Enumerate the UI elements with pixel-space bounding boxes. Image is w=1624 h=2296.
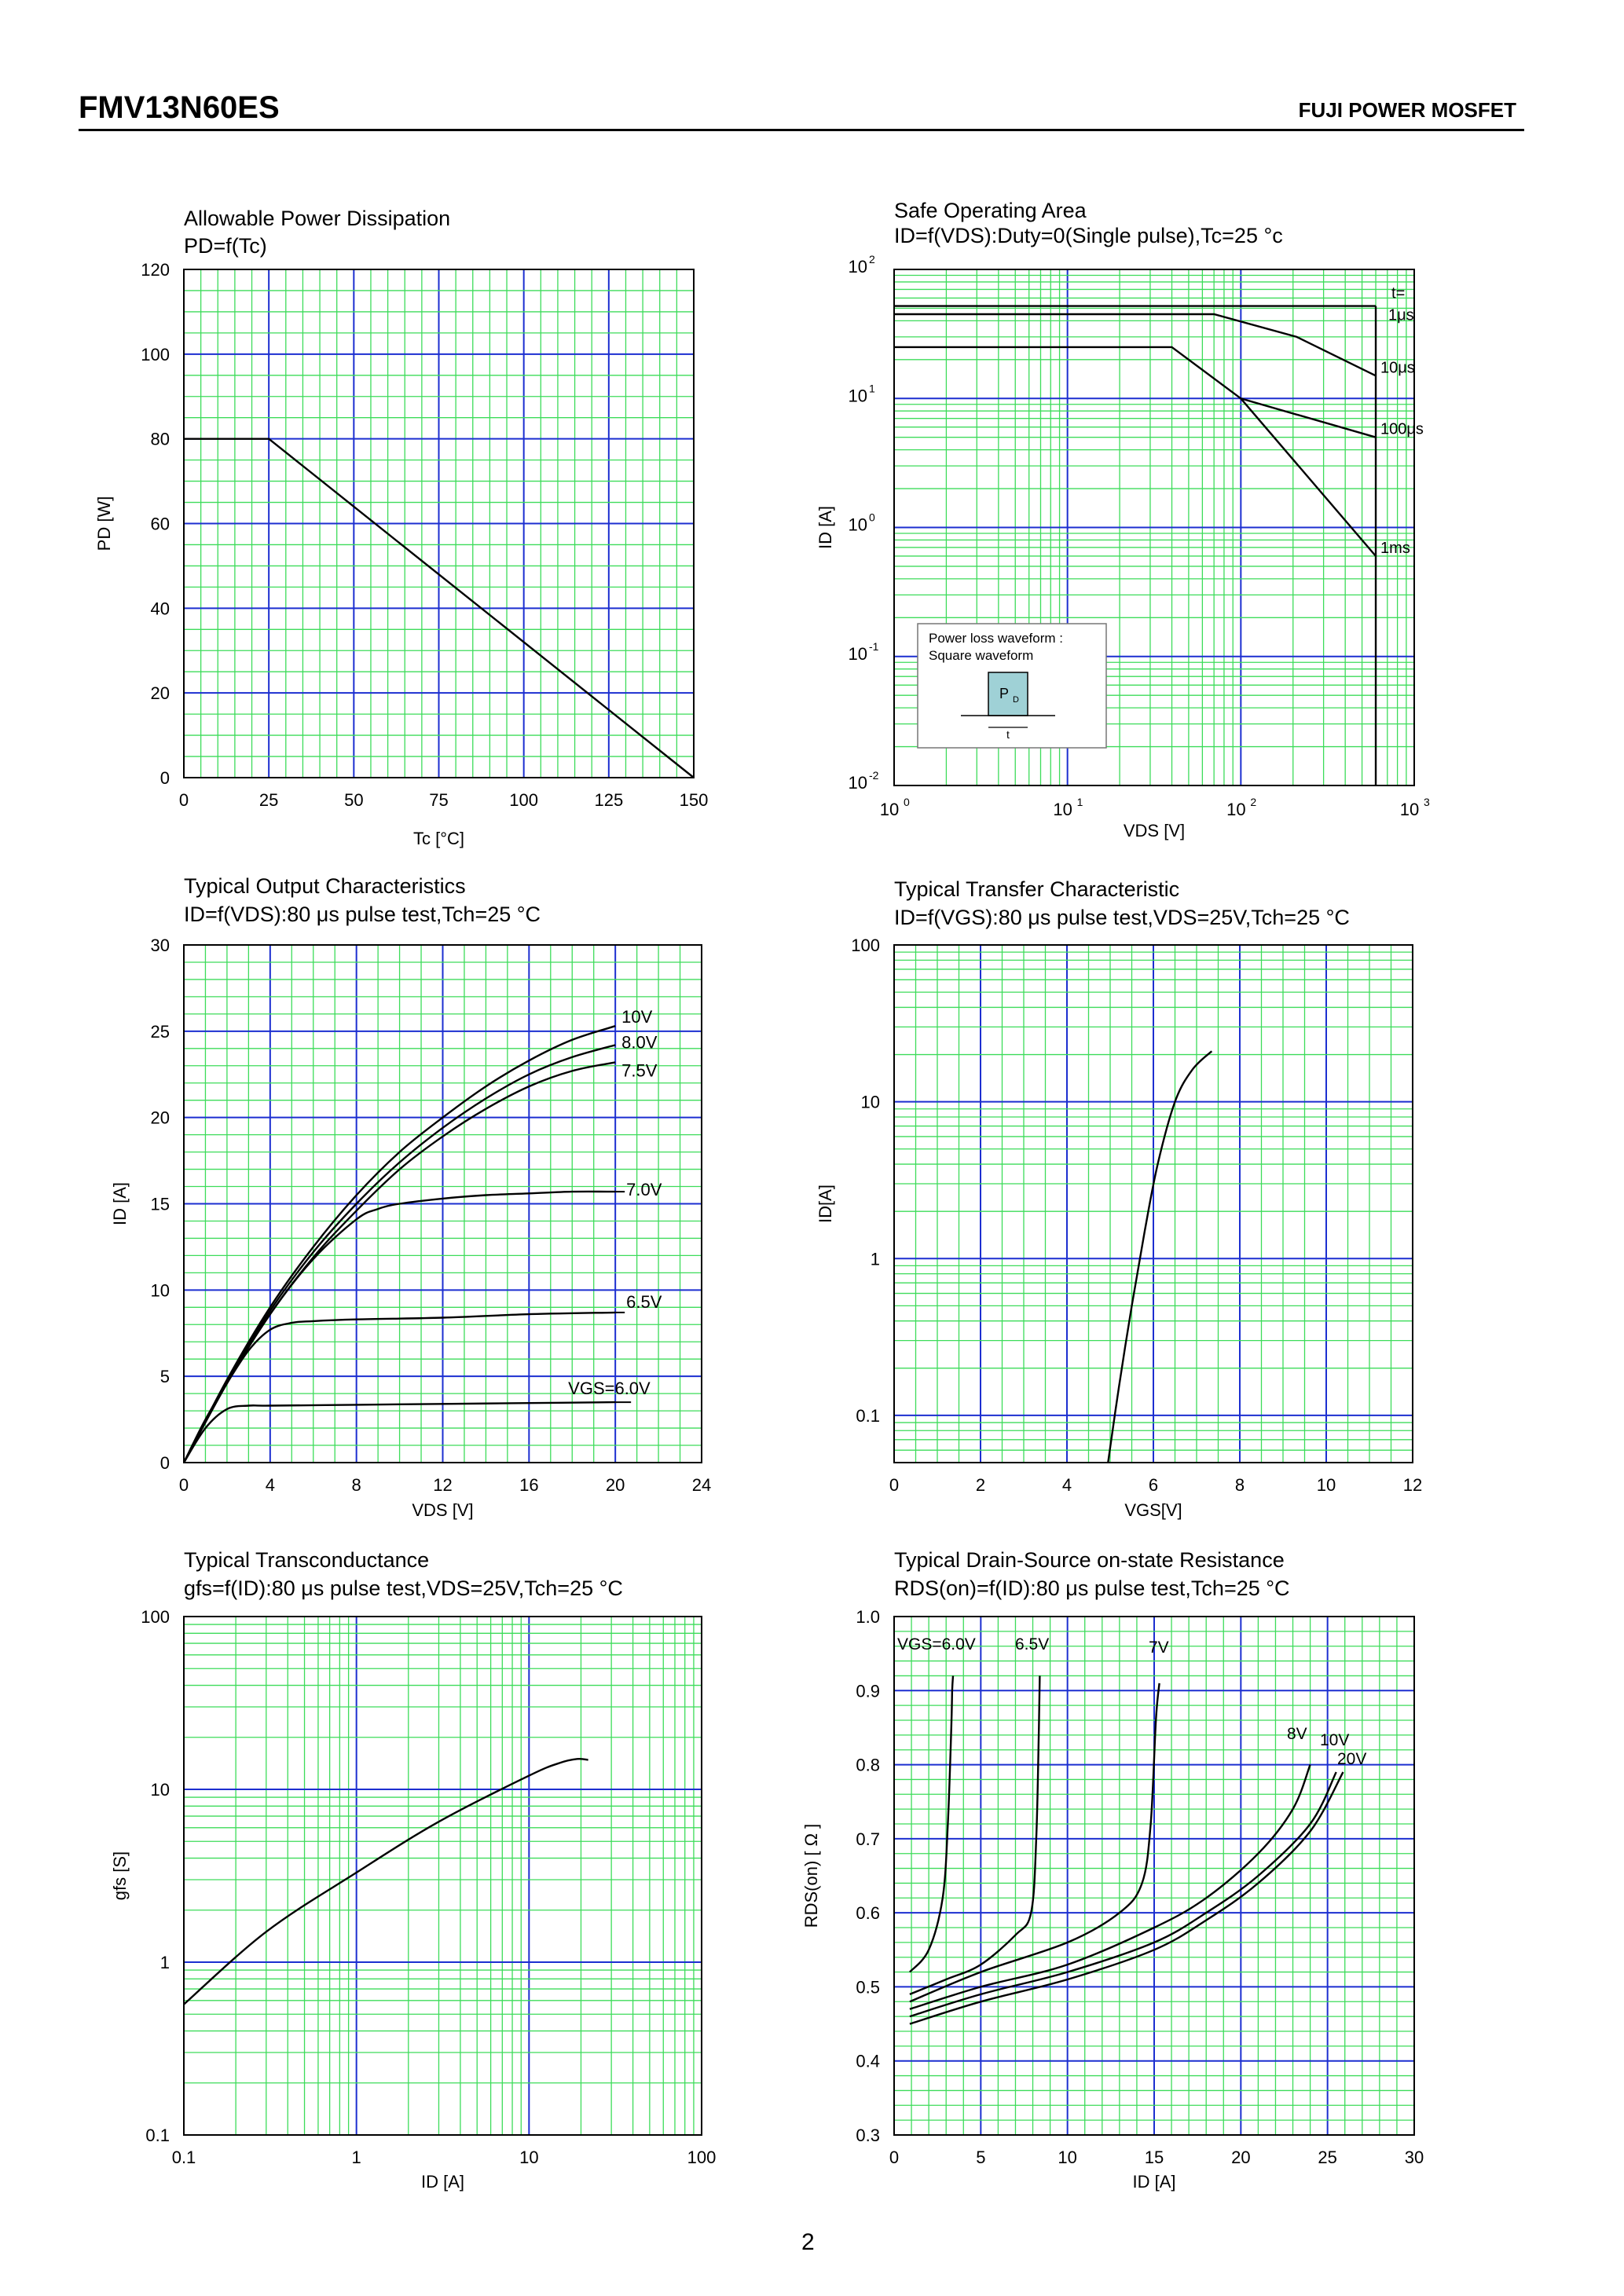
x-tick-label: 1 [351, 2148, 361, 2167]
series-label: 8V [1287, 1725, 1307, 1743]
x-tick-label: 0 [889, 1475, 900, 1495]
y-tick-label: 0 [159, 1453, 170, 1473]
y-tick-label: 25 [150, 1021, 170, 1042]
x-axis-label: ID [A] [1132, 2172, 1176, 2192]
series-label: 100μs [1380, 420, 1424, 438]
x-tick-label: 12 [433, 1475, 453, 1495]
y-tick-label: 1.0 [856, 1607, 880, 1627]
x-tick-label: 100 [509, 790, 539, 810]
y-tick-exponent: -2 [869, 769, 879, 782]
x-tick-label: 125 [594, 790, 624, 810]
x-tick-label: 4 [1061, 1475, 1072, 1495]
x-tick-label: 10 [1058, 2148, 1077, 2167]
x-tick-label: 10 [1399, 800, 1420, 819]
y-tick-label: 10 [848, 386, 867, 406]
x-tick-label: 8 [351, 1475, 361, 1495]
plot-area [184, 1617, 702, 2135]
x-tick-exponent: 0 [904, 796, 910, 808]
x-axis-label: VGS[V] [1124, 1500, 1182, 1520]
y-tick-label: 1 [870, 1249, 880, 1269]
y-tick-label: 0.9 [856, 1681, 880, 1701]
x-tick-exponent: 1 [1076, 796, 1083, 808]
y-tick-label: 0.5 [856, 1977, 880, 1998]
series-label: t= [1391, 284, 1406, 302]
x-tick-label: 5 [976, 2148, 986, 2167]
y-tick-label: 10 [150, 1780, 170, 1800]
x-tick-label: 10 [1316, 1475, 1336, 1495]
chart-subtitle: gfs=f(ID):80 μs pulse test,VDS=25V,Tch=25 °C [184, 1576, 623, 1600]
series-label: 7V [1149, 1639, 1169, 1657]
series-label: 8.0V [621, 1032, 658, 1053]
series-label: 10V [621, 1007, 653, 1027]
chart-title: Typical Transfer Characteristic [894, 877, 1180, 901]
document-type: FUJI POWER MOSFET [1298, 98, 1516, 122]
chart-soa [816, 199, 1430, 840]
y-axis-label: gfs [S] [110, 1851, 130, 1901]
x-tick-label: 30 [1404, 2148, 1424, 2167]
y-axis-label: ID [A] [110, 1181, 130, 1226]
series-label: 7.0V [626, 1180, 662, 1200]
y-tick-label: 10 [150, 1280, 170, 1301]
x-tick-label: 12 [1402, 1475, 1423, 1495]
y-tick-label: 30 [150, 936, 170, 955]
page-number: 2 [801, 2229, 815, 2255]
x-tick-label: 16 [519, 1475, 539, 1495]
series-label: 6.5V [1015, 1635, 1050, 1653]
x-tick-label: 75 [429, 790, 449, 810]
chart-subtitle: ID=f(VGS):80 μs pulse test,VDS=25V,Tch=25 °C [894, 906, 1350, 929]
inset-text: t [1006, 728, 1010, 741]
chart-subtitle: RDS(on)=f(ID):80 μs pulse test,Tch=25 °C [894, 1576, 1290, 1600]
y-axis-label: RDS(on) [ Ω ] [801, 1823, 821, 1928]
x-axis-label: ID [A] [420, 2172, 465, 2192]
y-tick-label: 5 [159, 1367, 170, 1387]
y-tick-label: 120 [141, 260, 170, 280]
chart-subtitle: ID=f(VDS):80 μs pulse test,Tch=25 °C [184, 903, 541, 926]
x-tick-label: 2 [975, 1475, 986, 1495]
series-label: 7.5V [621, 1060, 658, 1081]
x-tick-label: 10 [519, 2148, 539, 2167]
chart-subtitle: PD=f(Tc) [184, 234, 267, 258]
y-tick-label: 0.7 [856, 1829, 880, 1849]
x-axis-label: VDS [V] [412, 1500, 474, 1520]
chart-output [110, 874, 711, 1520]
x-tick-label: 100 [687, 2148, 717, 2167]
x-tick-label: 25 [258, 790, 279, 810]
x-tick-label: 10 [1053, 800, 1072, 819]
x-tick-label: 24 [691, 1475, 712, 1495]
x-tick-label: 10 [1226, 800, 1246, 819]
chart-title: Allowable Power Dissipation [184, 207, 451, 230]
y-tick-label: 0.6 [856, 1903, 880, 1924]
chart-subtitle: ID=f(VDS):Duty=0(Single pulse),Tc=25 °c [894, 224, 1283, 247]
x-tick-label: 0 [178, 1475, 189, 1495]
x-tick-label: 4 [265, 1475, 275, 1495]
x-tick-label: 6 [1148, 1475, 1159, 1495]
x-tick-label: 15 [1144, 2148, 1164, 2167]
y-tick-label: 15 [150, 1194, 170, 1214]
chart-transfer [816, 877, 1422, 1520]
y-tick-label: 10 [848, 643, 867, 664]
y-tick-label: 20 [150, 1108, 170, 1128]
y-tick-label: 80 [150, 429, 170, 449]
y-tick-label: 10 [860, 1092, 880, 1112]
y-axis-label: PD [W] [94, 496, 114, 551]
inset-text: D [1013, 695, 1019, 705]
y-tick-label: 40 [150, 599, 170, 619]
part-number: FMV13N60ES [79, 90, 280, 125]
y-tick-exponent: -1 [869, 639, 879, 653]
series-label: 10V [1320, 1731, 1350, 1749]
chart-title: Typical Output Characteristics [184, 874, 466, 898]
y-axis-label: ID[A] [816, 1185, 835, 1223]
y-tick-label: 0.1 [145, 2126, 170, 2145]
chart-rds [801, 1548, 1424, 2192]
y-tick-label: 100 [851, 936, 880, 955]
x-tick-label: 0 [889, 2148, 900, 2167]
chart-gfs [110, 1548, 716, 2192]
series-label: 1μs [1388, 306, 1414, 324]
y-tick-label: 100 [141, 344, 170, 364]
y-tick-label: 0.8 [856, 1755, 880, 1775]
x-tick-label: 0 [178, 790, 189, 810]
x-tick-exponent: 2 [1250, 796, 1257, 808]
y-tick-label: 0.4 [856, 2051, 880, 2071]
x-tick-label: 10 [879, 800, 900, 819]
x-tick-label: 20 [605, 1475, 625, 1495]
y-tick-label: 0.1 [856, 1405, 880, 1426]
inset-text: Power loss waveform : [929, 631, 1063, 646]
y-tick-label: 0 [159, 768, 170, 788]
y-tick-label: 100 [141, 1607, 170, 1627]
series-label: VGS=6.0V [568, 1379, 651, 1399]
y-tick-exponent: 0 [869, 511, 875, 524]
x-tick-label: 8 [1234, 1475, 1245, 1495]
y-tick-exponent: 1 [869, 382, 875, 395]
chart-pd [94, 207, 708, 848]
inset-text: Square waveform [929, 648, 1034, 663]
x-tick-label: 0.1 [171, 2148, 196, 2167]
y-tick-exponent: 2 [869, 253, 875, 265]
y-tick-label: 20 [150, 683, 170, 704]
y-tick-label: 10 [848, 257, 867, 276]
x-tick-exponent: 3 [1424, 796, 1430, 808]
chart-title: Safe Operating Area [894, 199, 1087, 222]
chart-title: Typical Transconductance [184, 1548, 430, 1572]
chart-title: Typical Drain-Source on-state Resistance [894, 1548, 1285, 1572]
y-tick-label: 60 [150, 514, 170, 534]
x-tick-label: 50 [344, 790, 364, 810]
series-label: VGS=6.0V [897, 1635, 976, 1653]
y-tick-label: 10 [848, 773, 867, 793]
y-tick-label: 10 [848, 514, 867, 535]
series-label: 1ms [1380, 539, 1410, 557]
x-axis-label: Tc [°C] [412, 829, 465, 848]
y-tick-label: 1 [159, 1953, 170, 1972]
y-axis-label: ID [A] [816, 505, 835, 550]
x-tick-label: 20 [1231, 2148, 1251, 2167]
inset-text: P [999, 686, 1010, 701]
x-axis-label: VDS [V] [1123, 821, 1186, 840]
y-tick-label: 0.3 [856, 2126, 880, 2145]
series-label: 10μs [1380, 359, 1415, 377]
series-label: 20V [1337, 1750, 1367, 1768]
x-tick-label: 25 [1318, 2148, 1337, 2167]
series-label: 6.5V [626, 1291, 662, 1312]
x-tick-label: 150 [679, 790, 709, 810]
